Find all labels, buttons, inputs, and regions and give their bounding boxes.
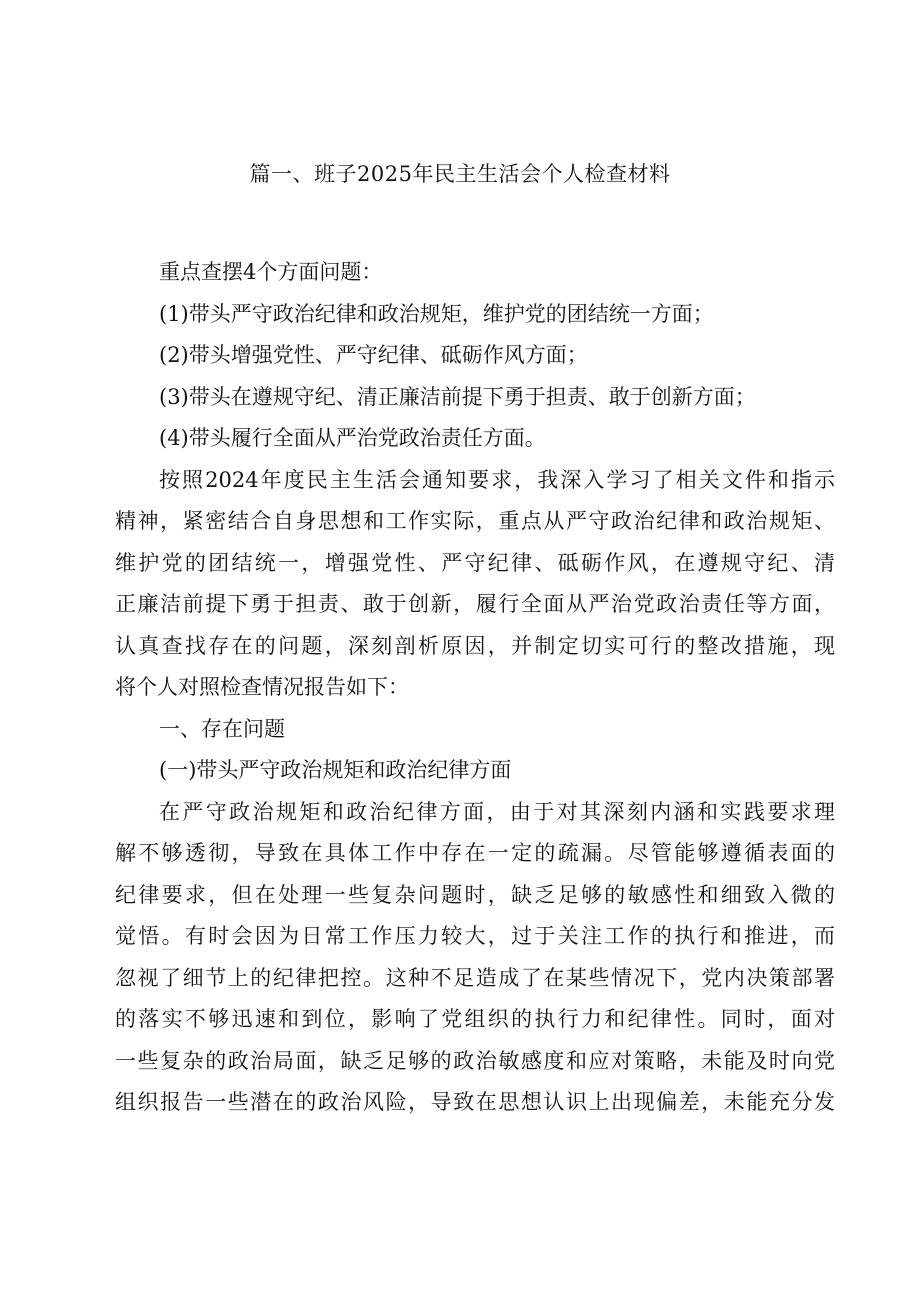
text-line: 忽视了细节上的纪律把控。这种不足造成了在某些情况下，党内决策部署 (115, 965, 835, 990)
text-line: 重点查摆4个方面问题： (159, 260, 383, 284)
text-line: 认真查找存在的问题，深刻剖析原因，并制定切实可行的整改措施，现 (115, 633, 835, 658)
text-line: 正廉洁前提下勇于担责、敢于创新，履行全面从严治党政治责任等方面， (115, 592, 835, 616)
text-line: (1)带头严守政治纪律和政治规矩，维护党的团结统一方面； (159, 301, 714, 326)
document-title: 篇一、班子2025年民主生活会个人检查材料 (249, 162, 671, 186)
text-line: 维护党的团结统一，增强党性、严守纪律、砥砺作风，在遵规守纪、清 (115, 550, 835, 575)
text-line: 解不够透彻，导致在具体工作中存在一定的疏漏。尽管能够遵循表面的 (115, 841, 835, 865)
document-body (115, 252, 835, 1124)
text-line: 觉悟。有时会因为日常工作压力较大，过于关注工作的执行和推进，而 (115, 924, 835, 948)
text-line: (4)带头履行全面从严治党政治责任方面。 (159, 426, 546, 450)
text-line: (一)带头严守政治规矩和政治纪律方面 (159, 758, 512, 782)
text-line: 按照2024年度民主生活会通知要求，我深入学习了相关文件和指示 (159, 467, 835, 492)
text-line: 组织报告一些潜在的政治风险，导致在思想认识上出现偏差，未能充分发 (115, 1090, 835, 1114)
text-line: (2)带头增强党性、严守纪律、砥砺作风方面； (159, 343, 588, 367)
text-line: 在严守政治规矩和政治纪律方面，由于对其深刻内涵和实践要求理 (159, 799, 835, 824)
text-line: 纪律要求，但在处理一些复杂问题时，缺乏足够的敏感性和细致入微的 (115, 882, 835, 907)
text-line: 精神，紧密结合自身思想和工作实际，重点从严守政治纪律和政治规矩、 (115, 509, 835, 533)
text-line: (3)带头在遵规守纪、清正廉洁前提下勇于担责、敢于创新方面； (159, 384, 756, 409)
text-line: 一些复杂的政治局面，缺乏足够的政治敏感度和应对策略，未能及时向党 (115, 1048, 835, 1073)
text-line: 将个人对照检查情况报告如下： (115, 675, 409, 699)
text-line: 一、存在问题 (159, 716, 285, 741)
text-line: 的落实不够迅速和到位，影响了党组织的执行力和纪律性。同时，面对 (115, 1007, 835, 1031)
